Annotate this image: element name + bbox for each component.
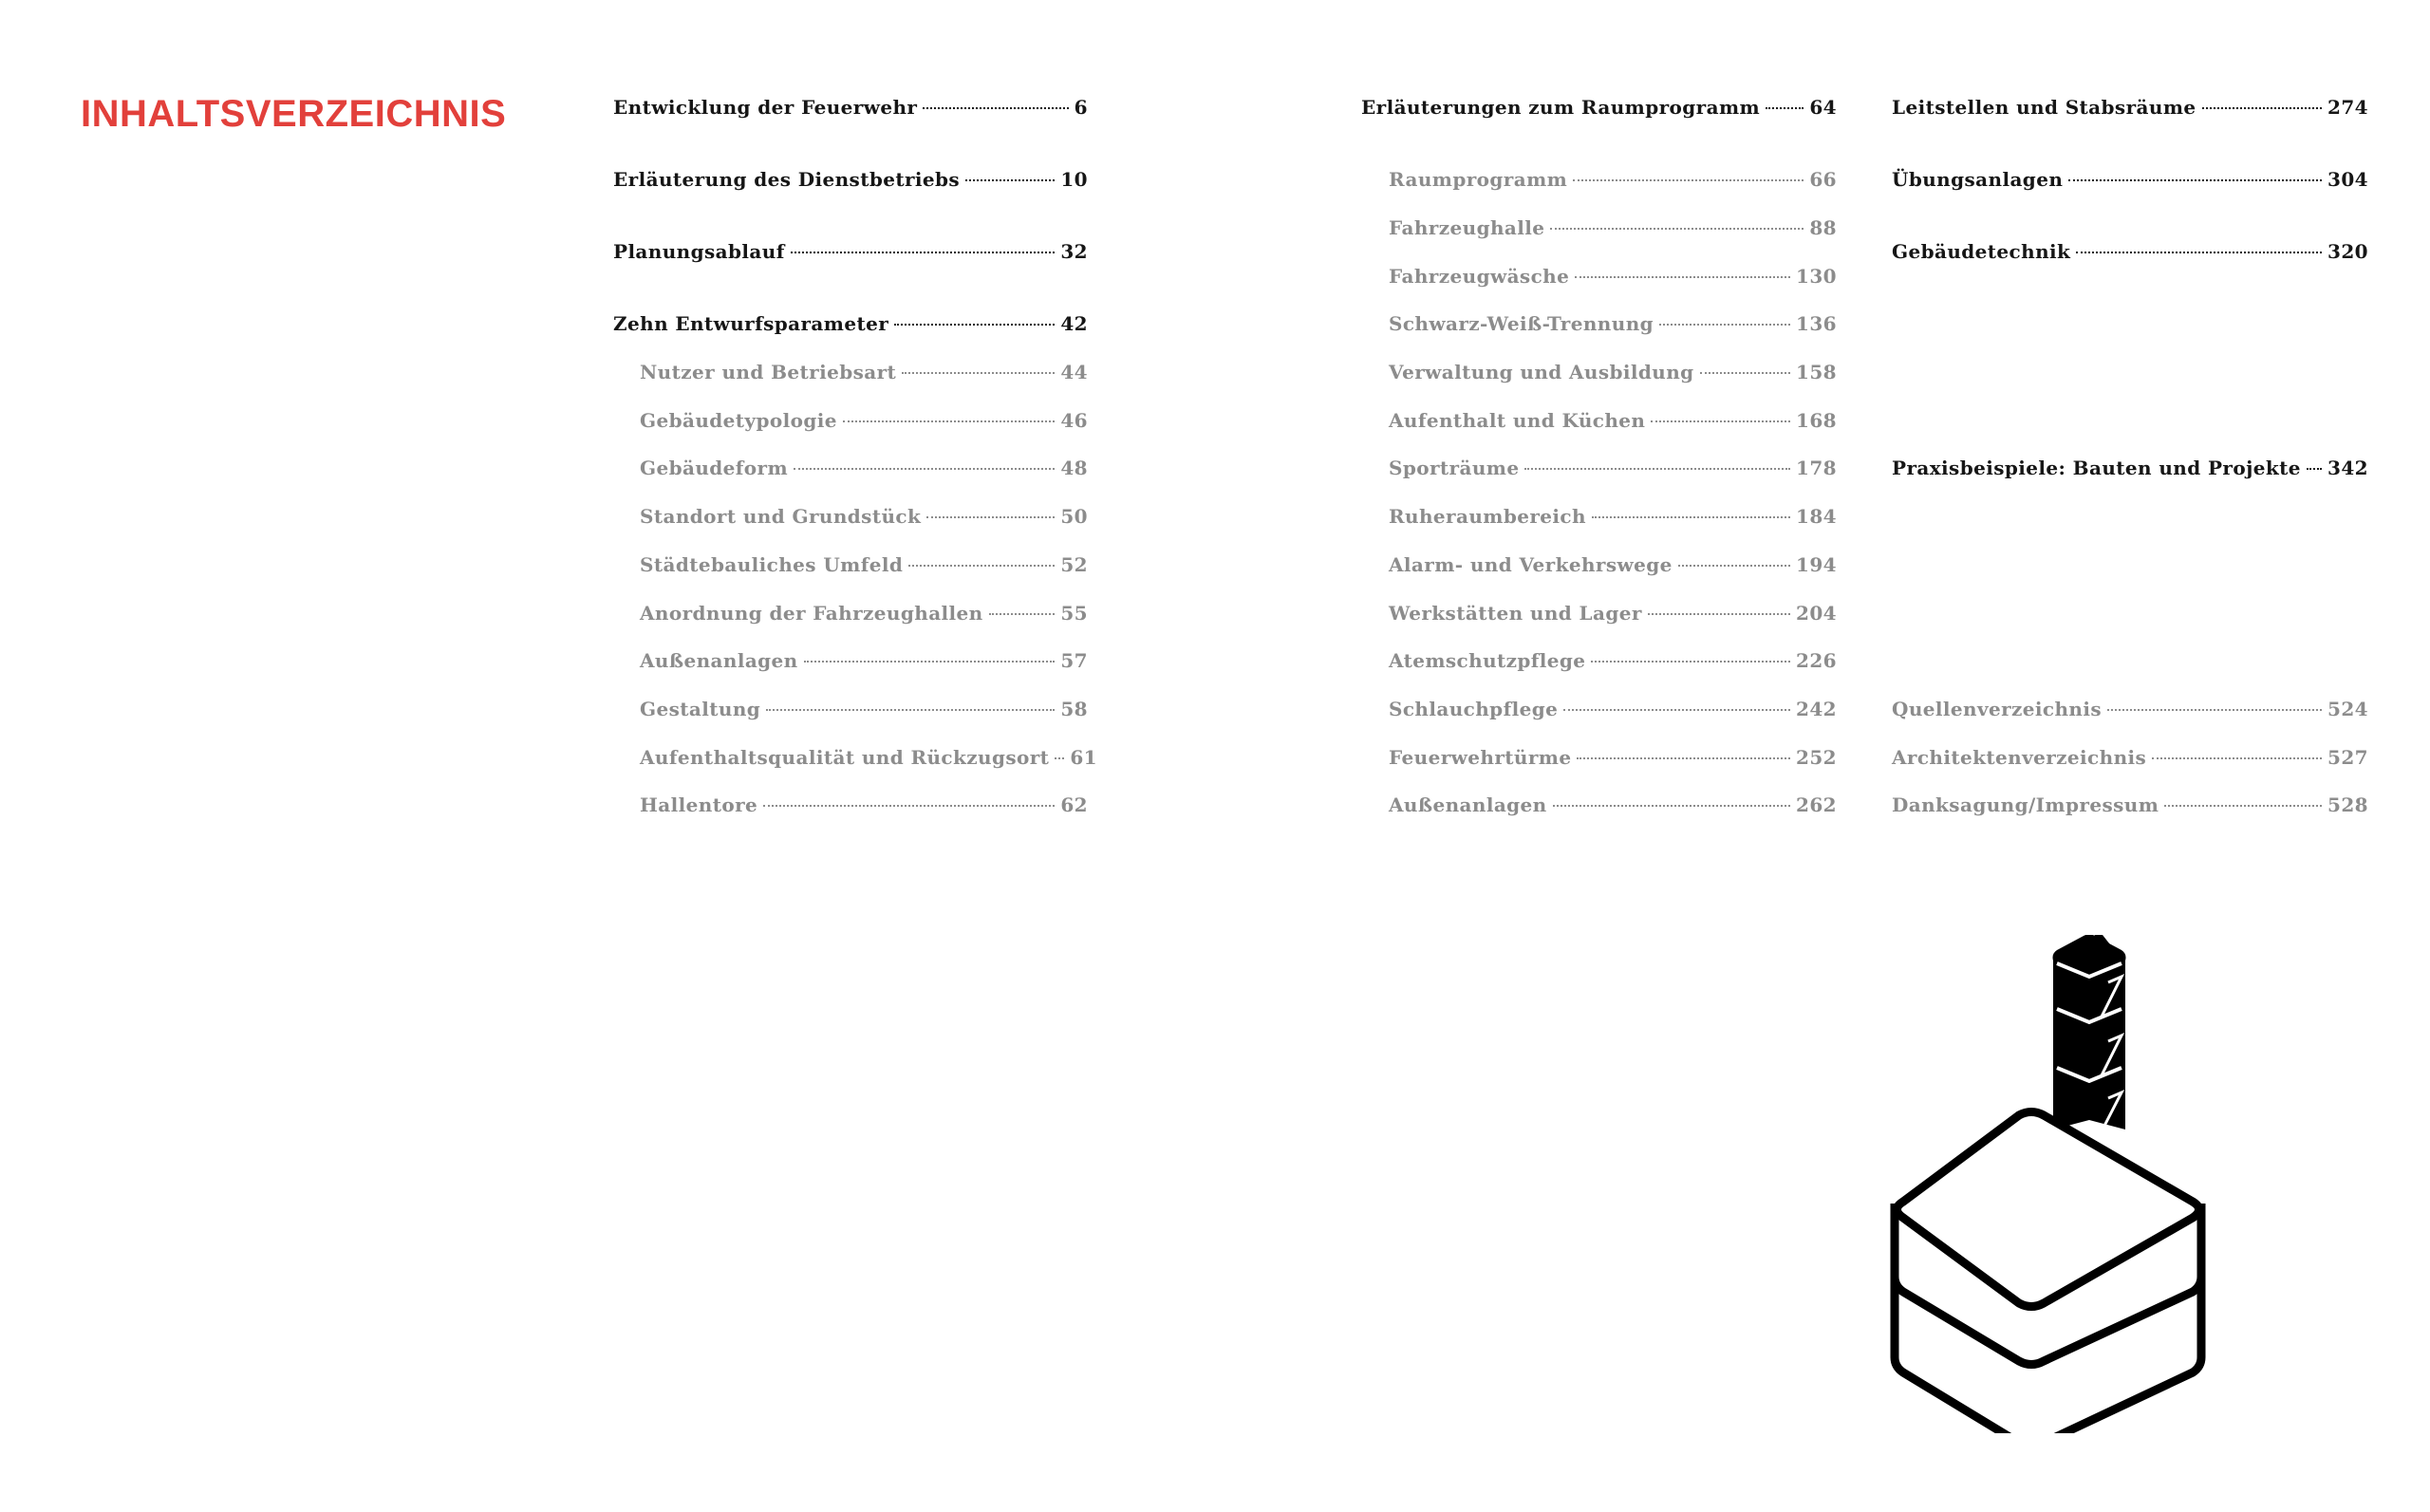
- toc-entry-page: 44: [1060, 361, 1088, 383]
- hydrant-icon: [1884, 935, 2212, 1433]
- dot-leader: [908, 565, 1055, 567]
- toc-entry[interactable]: [613, 240, 1088, 263]
- toc-entry-label: Werkstätten und Lager: [1389, 602, 1642, 625]
- toc-entry-page: 136: [1796, 312, 1837, 335]
- toc-entry-page: 262: [1796, 793, 1837, 816]
- toc-entry-label: Erläuterung des Dienstbetriebs: [613, 168, 961, 191]
- dot-leader: [843, 420, 1056, 422]
- hydrant-base: [1895, 1112, 2201, 1434]
- toc-entry[interactable]: [640, 746, 1097, 769]
- toc-entry-page: 226: [1796, 649, 1837, 672]
- dot-leader: [1553, 805, 1790, 807]
- toc-entry-label: Gestaltung: [640, 698, 761, 720]
- toc-entry-label: Aufenthaltsqualität und Rückzugsort: [640, 746, 1050, 769]
- toc-entry[interactable]: [613, 168, 1088, 191]
- toc-entry-page: 130: [1796, 265, 1837, 288]
- dot-leader: [1550, 228, 1804, 230]
- dot-leader: [894, 324, 1055, 326]
- toc-entry-label: Ruheraumbereich: [1389, 505, 1586, 528]
- dot-leader: [2076, 252, 2322, 253]
- toc-entry-label: Gebäudetypologie: [640, 409, 837, 432]
- dot-leader: [791, 252, 1056, 253]
- dot-leader: [1766, 107, 1804, 109]
- toc-entry[interactable]: [1892, 698, 2368, 720]
- dot-leader: [2068, 179, 2322, 181]
- toc-entry[interactable]: [1389, 793, 1837, 816]
- toc-entry-page: 66: [1809, 168, 1837, 191]
- dot-leader: [2307, 468, 2322, 470]
- toc-entry-label: Aufenthalt und Küchen: [1389, 409, 1646, 432]
- toc-entry-page: 48: [1060, 457, 1088, 479]
- toc-entry[interactable]: [1892, 793, 2368, 816]
- toc-entry-label: Leitstellen und Stabsräume: [1892, 96, 2196, 119]
- toc-entry-page: 62: [1060, 793, 1088, 816]
- toc-entry[interactable]: [640, 793, 1088, 816]
- toc-entry-page: 304: [2327, 168, 2368, 191]
- toc-entry-page: 55: [1060, 602, 1088, 625]
- toc-entry-page: 64: [1809, 96, 1837, 119]
- toc-entry-label: Außenanlagen: [1389, 793, 1547, 816]
- toc-entry[interactable]: [640, 602, 1088, 625]
- dot-leader: [1524, 468, 1790, 470]
- dot-leader: [1575, 276, 1790, 278]
- toc-entry-label: Danksagung/Impressum: [1892, 793, 2159, 816]
- toc-entry[interactable]: [1389, 649, 1837, 672]
- toc-entry[interactable]: [1389, 409, 1837, 432]
- dot-leader: [1577, 757, 1790, 759]
- toc-entry-label: Fahrzeughalle: [1389, 216, 1545, 239]
- toc-entry-page: 204: [1796, 602, 1837, 625]
- dot-leader: [794, 468, 1055, 470]
- dot-leader: [926, 516, 1055, 518]
- toc-entry[interactable]: [640, 505, 1088, 528]
- toc-entry-page: 320: [2327, 240, 2368, 263]
- toc-entry[interactable]: [1389, 216, 1837, 239]
- toc-entry-page: 88: [1809, 216, 1837, 239]
- toc-entry-label: Fahrzeugwäsche: [1389, 265, 1570, 288]
- toc-entry-label: Anordnung der Fahrzeughallen: [640, 602, 983, 625]
- dot-leader: [902, 372, 1055, 374]
- dot-leader: [1573, 179, 1804, 181]
- dot-leader: [1651, 420, 1790, 422]
- toc-entry-page: 57: [1060, 649, 1088, 672]
- toc-entry[interactable]: [640, 649, 1088, 672]
- toc-entry-page: 6: [1074, 96, 1088, 119]
- toc-entry-page: 178: [1796, 457, 1837, 479]
- toc-entry-page: 194: [1796, 553, 1837, 576]
- toc-entry-label: Raumprogramm: [1389, 168, 1568, 191]
- toc-entry-page: 42: [1060, 312, 1088, 335]
- toc-entry-label: Verwaltung und Ausbildung: [1389, 361, 1694, 383]
- dot-leader: [1700, 372, 1790, 374]
- toc-entry-label: Städtebauliches Umfeld: [640, 553, 904, 576]
- toc-entry[interactable]: [1389, 746, 1837, 769]
- toc-entry[interactable]: [1892, 240, 2368, 263]
- toc-entry-page: 10: [1060, 168, 1088, 191]
- toc-entry[interactable]: [640, 553, 1088, 576]
- toc-entry[interactable]: [640, 409, 1088, 432]
- toc-entry-label: Atemschutzpflege: [1389, 649, 1586, 672]
- toc-entry[interactable]: [1389, 505, 1837, 528]
- toc-entry-label: Schlauchpflege: [1389, 698, 1559, 720]
- toc-entry-label: Alarm- und Verkehrswege: [1389, 553, 1673, 576]
- toc-entry-label: Gebäudetechnik: [1892, 240, 2071, 263]
- dot-leader: [923, 107, 1068, 109]
- dot-leader: [766, 709, 1055, 711]
- dot-leader: [1591, 661, 1790, 663]
- dot-leader: [2107, 709, 2322, 711]
- toc-entry-label: Außenanlagen: [640, 649, 798, 672]
- toc-entry-label: Schwarz-Weiß-Trennung: [1389, 312, 1654, 335]
- toc-entry[interactable]: [613, 312, 1088, 335]
- dot-leader: [1563, 709, 1790, 711]
- page-title: INHALTSVERZEICHNIS: [81, 93, 507, 135]
- dot-leader: [1592, 516, 1790, 518]
- toc-entry[interactable]: [640, 698, 1088, 720]
- toc-entry-page: 527: [2327, 746, 2368, 769]
- dot-leader: [989, 613, 1056, 615]
- toc-entry-label: Hallentore: [640, 793, 758, 816]
- dot-leader: [965, 179, 1055, 181]
- dot-leader: [763, 805, 1055, 807]
- toc-entry-label: Quellenverzeichnis: [1892, 698, 2103, 720]
- toc-entry-label: Gebäudeform: [640, 457, 789, 479]
- toc-entry[interactable]: [1892, 746, 2368, 769]
- toc-entry-page: 252: [1796, 746, 1837, 769]
- dot-leader: [2202, 107, 2323, 109]
- toc-entry-page: 524: [2327, 698, 2368, 720]
- toc-entry-label: Feuerwehrtürme: [1389, 746, 1572, 769]
- hydrant-pipe: [2053, 935, 2126, 1129]
- dot-leader: [2152, 757, 2322, 759]
- toc-entry[interactable]: [1389, 265, 1837, 288]
- toc-entry[interactable]: [1389, 168, 1837, 191]
- toc-entry[interactable]: [613, 96, 1088, 119]
- dot-leader: [2164, 805, 2322, 807]
- toc-entry[interactable]: [1389, 312, 1837, 335]
- toc-entry-page: 342: [2327, 457, 2368, 479]
- toc-entry-page: 58: [1060, 698, 1088, 720]
- toc-entry-page: 32: [1060, 240, 1088, 263]
- toc-entry[interactable]: [640, 457, 1088, 479]
- toc-entry-label: Architektenverzeichnis: [1892, 746, 2147, 769]
- toc-entry[interactable]: [1389, 602, 1837, 625]
- toc-entry[interactable]: [1892, 96, 2368, 119]
- toc-entry-label: Zehn Entwurfsparameter: [613, 312, 889, 335]
- toc-entry[interactable]: [1892, 168, 2368, 191]
- dot-leader: [1678, 565, 1790, 567]
- dot-leader: [1055, 757, 1064, 759]
- toc-entry-label: Standort und Grundstück: [640, 505, 922, 528]
- toc-entry-label: Sporträume: [1389, 457, 1520, 479]
- toc-entry-label: Erläuterungen zum Raumprogramm: [1361, 96, 1761, 119]
- toc-entry-page: 50: [1060, 505, 1088, 528]
- toc-entry-page: 46: [1060, 409, 1088, 432]
- toc-entry-page: 242: [1796, 698, 1837, 720]
- dot-leader: [804, 661, 1056, 663]
- toc-entry-label: Nutzer und Betriebsart: [640, 361, 897, 383]
- toc-entry-page: 52: [1060, 553, 1088, 576]
- toc-entry-page: 168: [1796, 409, 1837, 432]
- toc-entry-page: 61: [1070, 746, 1097, 769]
- toc-entry-page: 528: [2327, 793, 2368, 816]
- toc-entry-page: 158: [1796, 361, 1837, 383]
- toc-entry-page: 184: [1796, 505, 1837, 528]
- toc-entry-page: 274: [2327, 96, 2368, 119]
- toc-entry[interactable]: [640, 361, 1088, 383]
- toc-entry[interactable]: [1361, 96, 1837, 119]
- toc-entry[interactable]: [1389, 553, 1837, 576]
- toc-entry-label: Übungsanlagen: [1892, 168, 2064, 191]
- toc-entry-label: Planungsablauf: [613, 240, 785, 263]
- toc-entry[interactable]: [1892, 457, 2368, 479]
- toc-entry-label: Praxisbeispiele: Bauten und Projekte: [1892, 457, 2301, 479]
- dot-leader: [1659, 324, 1790, 326]
- toc-entry[interactable]: [1389, 698, 1837, 720]
- toc-entry-label: Entwicklung der Feuerwehr: [613, 96, 918, 119]
- dot-leader: [1648, 613, 1790, 615]
- toc-entry[interactable]: [1389, 361, 1837, 383]
- toc-entry[interactable]: [1389, 457, 1837, 479]
